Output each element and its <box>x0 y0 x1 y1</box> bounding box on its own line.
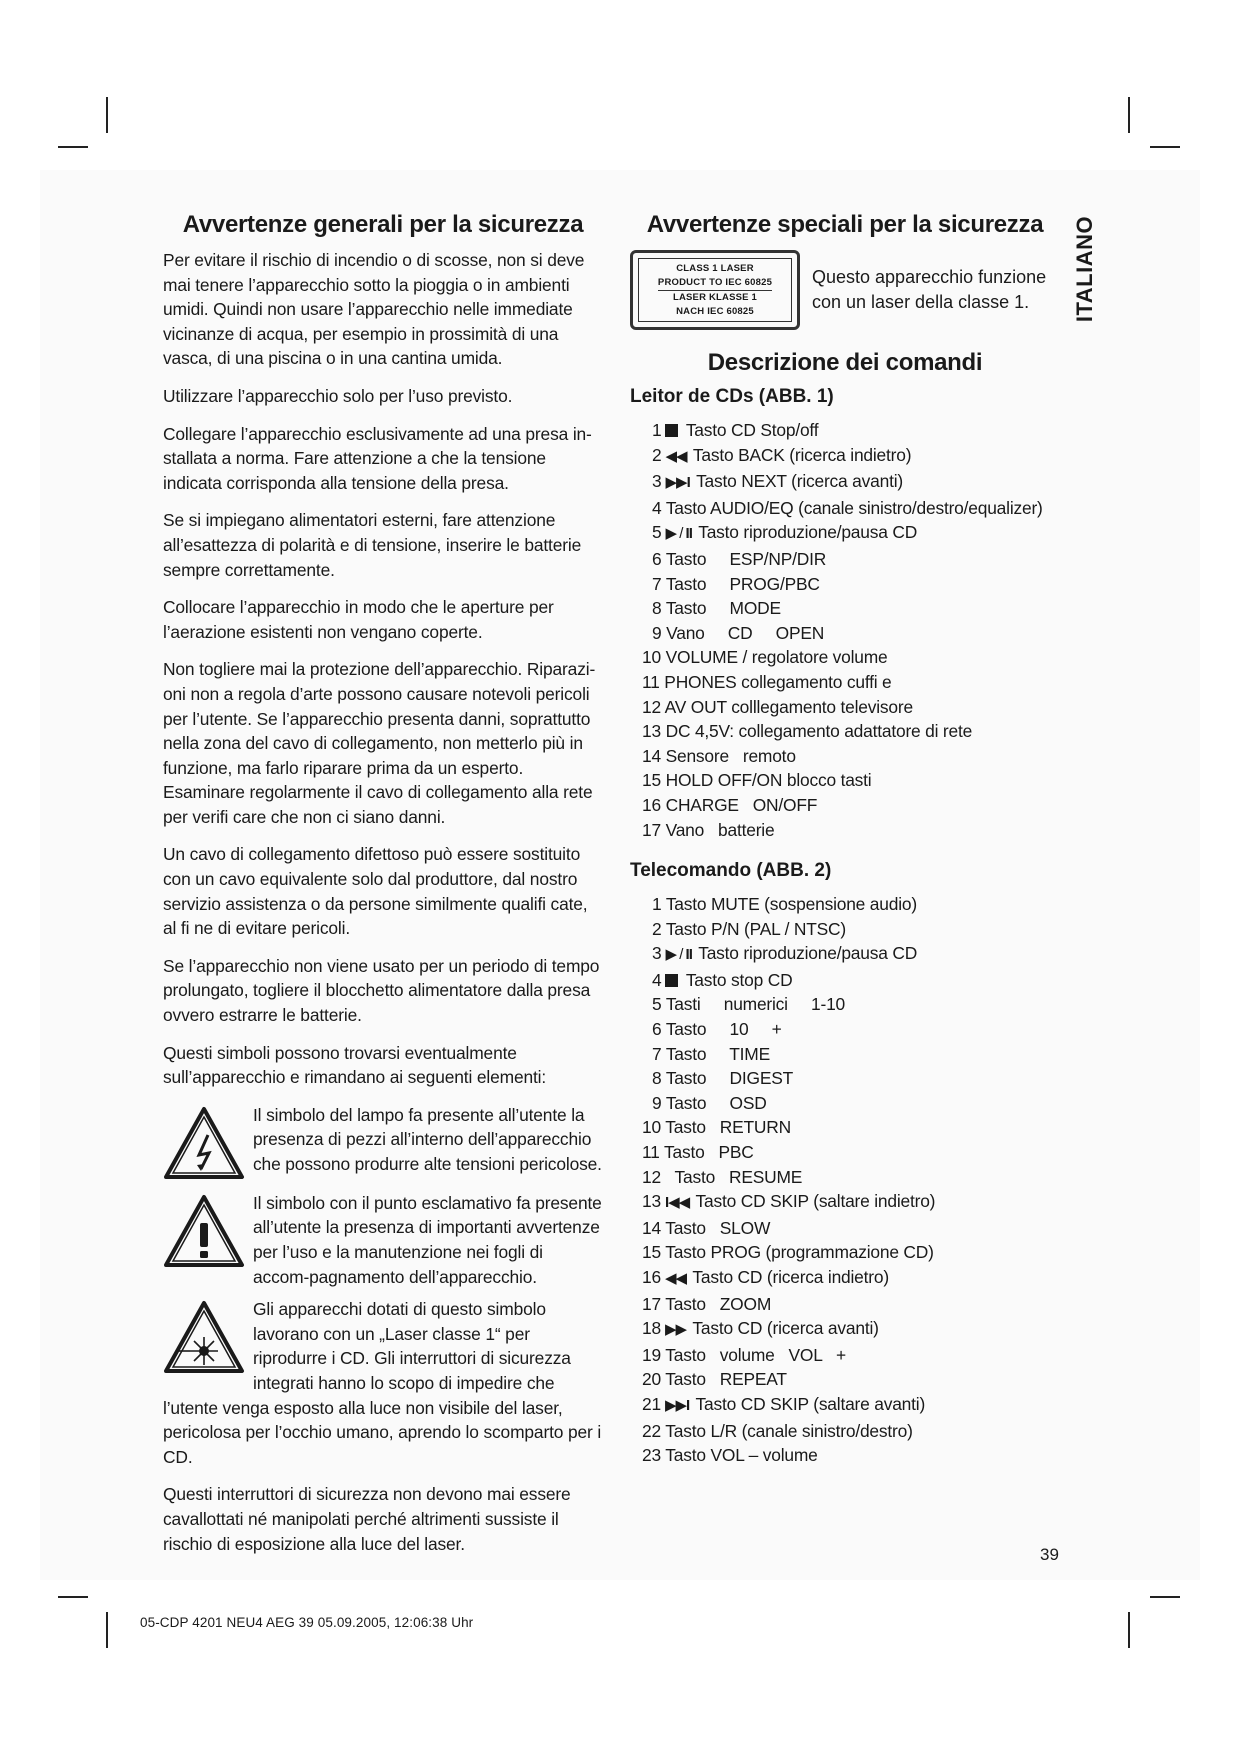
general-safety-body <box>163 248 603 1556</box>
fast-forward-icon: ▶▶ <box>664 1321 687 1339</box>
item-number: 7 <box>652 1043 662 1064</box>
exclamation-symbol-text: Il simbolo con il punto esclamativo fa presente all’utente la presenza di importanti avvertenze per l’uso e la manutenzione nei fogli di accom-pagnamento dell’apparecchio. <box>253 1192 602 1287</box>
item-number: 22 <box>642 1420 661 1441</box>
item-number: 4 <box>652 497 662 518</box>
item-text: Tasti numerici 1-10 <box>665 994 846 1015</box>
control-list-item <box>630 793 1060 818</box>
control-list-item <box>630 1140 1060 1165</box>
control-list-item <box>630 1367 1060 1392</box>
item-number: 5 <box>652 522 662 543</box>
item-text: Tasto NEXT (ricerca avanti) <box>696 471 903 492</box>
item-text: Tasto riproduzione/pausa CD <box>698 522 918 543</box>
skip-next-icon: ▶▶I <box>665 474 690 492</box>
paragraph: Collocare l’apparecchio in modo che le aperture per l’aerazione esistenti non vengano coperte. <box>163 597 554 642</box>
item-number: 14 <box>642 1217 661 1238</box>
item-number: 9 <box>652 622 662 643</box>
paragraph: Se l’apparecchio non viene usato per un periodo di tempo prolungato, togliere il blocchetto alimentatore dalla presa ovvero estrarre le batterie. <box>163 955 600 1026</box>
item-text: Vano CD OPEN <box>666 622 825 643</box>
item-text: DC 4,5V: collegamento adattatore di rete <box>665 721 973 742</box>
item-text: Tasto PROG/PBC <box>665 573 820 594</box>
item-text: Tasto BACK (ricerca indietro) <box>692 444 912 465</box>
item-text: Tasto CD Stop/off <box>685 420 819 440</box>
page-number: 39 <box>1040 1545 1059 1564</box>
item-text: Tasto CD (ricerca indietro) <box>692 1267 889 1287</box>
item-number: 6 <box>652 1019 662 1040</box>
crop-mark <box>1150 1596 1180 1598</box>
rewind-icon: ◀◀ <box>664 1270 687 1287</box>
item-number: 8 <box>652 1068 662 1089</box>
language-tab-label: ITALIANO <box>1072 215 1097 323</box>
control-list-item <box>630 596 1060 621</box>
item-number: 13 <box>642 1191 661 1212</box>
control-list-item <box>630 695 1060 720</box>
item-number: 6 <box>652 548 662 569</box>
control-list-item <box>630 1042 1060 1067</box>
item-text: Tasto TIME <box>665 1043 770 1064</box>
lightning-warning-icon <box>163 1105 245 1183</box>
item-number: 10 <box>642 1117 661 1138</box>
crop-mark <box>1128 1612 1130 1648</box>
control-list-item <box>630 992 1060 1017</box>
crop-mark <box>58 1596 88 1598</box>
item-text: Tasto MODE <box>665 598 781 619</box>
paragraph: Per evitare il rischio di incendio o di scosse, non si deve mai tenere l’apparecchio sotto la pioggia o in ambienti umidi. Quindi non usare l’apparecchio nelle immediate vicinanze di acqua, per esempio in prossimità di una vasca, di una piscina o in una cantina umida. <box>163 250 585 369</box>
laser-class-row <box>630 250 1060 330</box>
item-text: Tasto VOL – volume <box>665 1445 818 1466</box>
lightning-symbol-text: Il simbolo del lampo fa presente all’utente la presenza di pezzi all’interno dell’apparecchio che possono produrre alte tensioni pericolose. <box>253 1104 602 1174</box>
control-list-item <box>630 1189 1060 1216</box>
item-text: Vano batterie <box>665 819 775 840</box>
control-list-item <box>630 1240 1060 1265</box>
item-text: Tasto P/N (PAL / NTSC) <box>665 918 846 939</box>
control-list-item <box>630 1292 1060 1317</box>
item-text: Tasto volume VOL + <box>665 1344 846 1365</box>
paragraph: Collegare l’apparecchio esclusivamente ad una presa in-stallata a norma. Fare attenzione a che la tensione indicata corrisponda alla tensione della presa. <box>163 423 592 493</box>
laser-symbol-row <box>163 1297 603 1469</box>
item-number: 8 <box>652 598 662 619</box>
item-text: Tasto OSD <box>665 1092 767 1113</box>
cd-player-subtitle: Leitor de CDs (ABB. 1) <box>630 386 834 407</box>
skip-previous-icon: I◀◀ <box>664 1194 690 1212</box>
control-list-item <box>630 1265 1060 1292</box>
item-number: 16 <box>642 794 661 815</box>
item-number: 2 <box>652 444 662 465</box>
item-text: Tasto ESP/NP/DIR <box>665 548 827 569</box>
cd-player-controls-list <box>630 418 1060 842</box>
item-number: 13 <box>642 721 661 742</box>
control-list-item <box>630 917 1060 942</box>
item-number: 23 <box>642 1445 661 1466</box>
language-tab <box>1068 212 1102 326</box>
item-number: 21 <box>642 1393 661 1414</box>
item-text: Tasto CD (ricerca avanti) <box>692 1318 879 1339</box>
item-number: 5 <box>652 994 662 1015</box>
item-number: 11 <box>642 1142 660 1163</box>
print-footer: 05-CDP 4201 NEU4 AEG 39 05.09.2005, 12:06:38 Uhr <box>140 1615 474 1630</box>
item-text: CHARGE ON/OFF <box>665 794 818 815</box>
stop-icon <box>665 974 678 987</box>
laser-warning-icon <box>163 1299 245 1377</box>
control-list-item <box>630 1066 1060 1091</box>
paragraph: Se si impiegano alimentatori esterni, fare attenzione all’esattezza di polarità e di tensione, inserire le batterie sempre correttamente. <box>163 510 582 580</box>
laser-label-line: CLASS 1 LASER <box>676 262 754 274</box>
control-list-item <box>630 892 1060 917</box>
item-number: 17 <box>642 1293 661 1314</box>
item-number: 19 <box>642 1344 661 1365</box>
control-list-item <box>630 1443 1060 1468</box>
item-text: Tasto CD SKIP (saltare indietro) <box>695 1191 936 1212</box>
play-pause-icon: ▶ / II <box>665 946 692 964</box>
item-number: 15 <box>642 770 661 791</box>
paragraph: Un cavo di collegamento difettoso può essere sostituito con un cavo equivalente solo dal produttore, dal nostro servizio assistenza o da persone similmente qualifi cate, al fi ne di evitare pericoli. <box>163 844 588 939</box>
exclamation-symbol-row <box>163 1191 603 1289</box>
control-list-item <box>630 719 1060 744</box>
lightning-symbol-row <box>163 1103 603 1183</box>
control-list-item <box>630 1017 1060 1042</box>
play-pause-icon: ▶ / II <box>665 525 692 543</box>
control-list-item <box>630 1316 1060 1343</box>
item-number: 1 <box>652 420 662 440</box>
item-number: 16 <box>642 1267 661 1287</box>
item-text: PHONES collegamento cuffi e <box>664 671 892 692</box>
general-safety-column <box>163 210 603 1569</box>
control-list-item <box>630 1115 1060 1140</box>
item-number: 18 <box>642 1318 661 1339</box>
controls-description-title: Descrizione dei comandi <box>707 349 983 376</box>
general-safety-title: Avvertenze generali per la sicurezza <box>182 211 584 238</box>
laser-label-line: PRODUCT TO IEC 60825 <box>658 276 772 291</box>
item-text: Tasto PROG (programmazione CD) <box>665 1242 934 1263</box>
control-list-item <box>630 572 1060 597</box>
control-list-item <box>630 621 1060 646</box>
item-text: Tasto stop CD <box>685 969 793 990</box>
item-text: Tasto MUTE (sospensione audio) <box>665 894 917 915</box>
item-number: 7 <box>652 573 662 594</box>
item-number: 1 <box>652 894 662 915</box>
item-number: 11 <box>642 671 660 692</box>
item-number: 12 <box>642 696 661 717</box>
item-number: 3 <box>652 943 662 964</box>
special-safety-column <box>630 210 1060 1468</box>
remote-subtitle: Telecomando (ABB. 2) <box>630 860 832 882</box>
item-text: Tasto AUDIO/EQ (canale sinistro/destro/equalizer) <box>665 497 1043 518</box>
laser-class-label <box>630 250 800 330</box>
crop-mark <box>1128 97 1130 133</box>
item-text: Tasto PBC <box>663 1142 754 1163</box>
control-list-item <box>630 941 1060 968</box>
crop-mark <box>58 146 88 148</box>
item-number: 10 <box>642 647 661 668</box>
item-text: HOLD OFF/ON blocco tasti <box>665 770 872 791</box>
stop-icon <box>665 424 678 437</box>
item-number: 4 <box>652 969 662 990</box>
item-text: Tasto RETURN <box>665 1117 791 1138</box>
crop-mark <box>106 97 108 133</box>
paragraph: Utilizzare l’apparecchio solo per l’uso previsto. <box>163 385 513 406</box>
item-text: Tasto REPEAT <box>665 1369 787 1390</box>
item-text: VOLUME / regolatore volume <box>665 647 888 668</box>
control-list-item <box>630 547 1060 572</box>
control-list-item <box>630 744 1060 769</box>
item-number: 3 <box>652 471 662 492</box>
control-list-item <box>630 1165 1060 1190</box>
control-list-item <box>630 1343 1060 1368</box>
paragraph: Questi simboli possono trovarsi eventualmente sull’apparecchio e rimandano ai seguenti elementi: <box>163 1042 547 1088</box>
control-list-item <box>630 968 1060 993</box>
control-list-item <box>630 1392 1060 1419</box>
crop-mark <box>106 1612 108 1648</box>
laser-symbol-text: Gli apparecchi dotati di questo simbolo lavorano con un „Laser classe 1“ per riprodurre i CD. Gli interruttori di sicurezza integrati hanno lo scopo di impedire che l’utente venga esposto alla luce non visibile del laser, pericolosa per l’occhio umano, aprendo lo scomparto per i CD. <box>163 1299 602 1467</box>
exclamation-warning-icon <box>163 1193 245 1271</box>
control-list-item <box>630 1216 1060 1241</box>
paragraph: Non togliere mai la protezione dell’apparecchio. Riparazi-oni non a regola d’arte possono causare notevoli pericoli per l’utente. Se l’apparecchio presenta danni, soprattutto nella zona del cavo di collegamento, non metterlo più in funzione, ma farlo riparare prima da un esperto. Esaminare regolarmente il cavo di collegamento alla rete per verifi care che non ci siano danni. <box>163 659 596 827</box>
item-text: Tasto DIGEST <box>665 1068 794 1089</box>
item-text: Tasto RESUME <box>665 1166 803 1187</box>
control-list-item <box>630 1419 1060 1444</box>
item-text: Tasto L/R (canale sinistro/destro) <box>665 1420 913 1441</box>
item-text: AV OUT colllegamento televisore <box>664 696 913 717</box>
item-number: 15 <box>642 1242 661 1263</box>
item-text: Tasto SLOW <box>665 1217 771 1238</box>
control-list-item <box>630 1091 1060 1116</box>
control-list-item <box>630 469 1060 496</box>
control-list-item <box>630 418 1060 443</box>
control-list-item <box>630 645 1060 670</box>
control-list-item <box>630 670 1060 695</box>
laser-label-line: NACH IEC 60825 <box>676 305 754 317</box>
item-number: 2 <box>652 918 662 939</box>
item-number: 9 <box>652 1092 662 1113</box>
remote-controls-list <box>630 892 1060 1468</box>
special-safety-title: Avvertenze speciali per la sicurezza <box>646 211 1044 238</box>
control-list-item <box>630 443 1060 470</box>
item-text: Tasto ZOOM <box>665 1293 772 1314</box>
laser-label-line: LASER KLASSE 1 <box>672 291 758 303</box>
control-list-item <box>630 818 1060 843</box>
item-number: 14 <box>642 745 661 766</box>
paragraph: Questi interruttori di sicurezza non devono mai essere cavallottati né manipolati perché altrimenti sussiste il rischio di esposizione alla luce del laser. <box>163 1484 571 1554</box>
item-text: Tasto CD SKIP (saltare avanti) <box>695 1393 926 1414</box>
skip-next-icon: ▶▶I <box>664 1396 690 1414</box>
item-number: 12 <box>642 1166 661 1187</box>
item-number: 17 <box>642 819 661 840</box>
control-list-item <box>630 496 1060 521</box>
item-text: Tasto riproduzione/pausa CD <box>698 943 918 964</box>
item-number: 20 <box>642 1369 661 1390</box>
rewind-icon: ◀◀ <box>665 447 687 465</box>
laser-class-text: Questo apparecchio funzione con un laser della classe 1. <box>812 267 1047 312</box>
control-list-item <box>630 520 1060 547</box>
item-text: Tasto 10 + <box>665 1019 782 1040</box>
item-text: Sensore remoto <box>665 745 796 766</box>
control-list-item <box>630 768 1060 793</box>
crop-mark <box>1150 146 1180 148</box>
